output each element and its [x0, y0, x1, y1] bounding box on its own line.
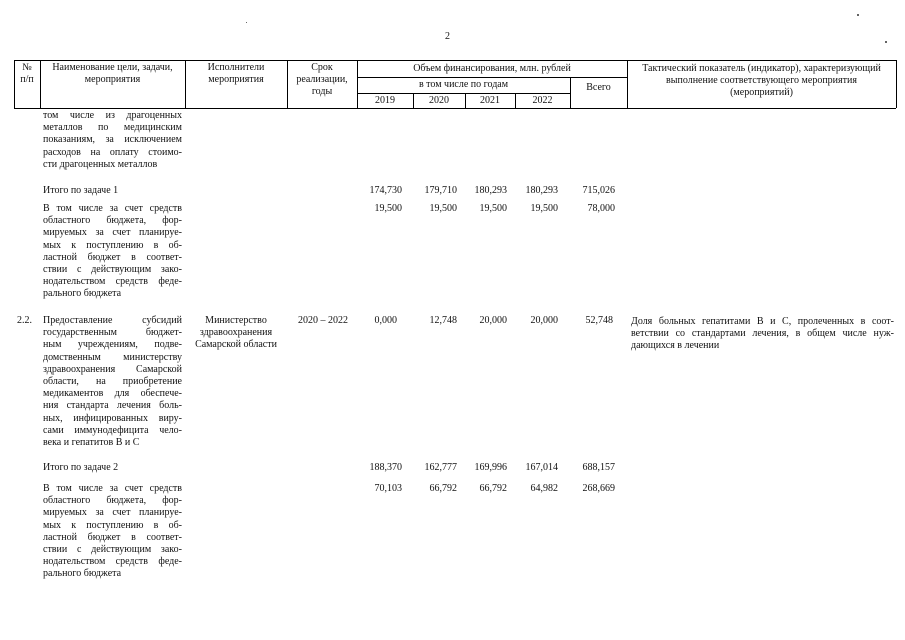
value-total: 78,000: [587, 203, 615, 214]
row-label: Итого по задаче 2: [43, 462, 119, 473]
row-executor: здравоохранения: [199, 327, 273, 338]
row-executor: Самарской области: [195, 339, 277, 350]
value-2022: 167,014: [525, 462, 558, 473]
row-label: В том числе за счет средств областного бюджета, фор- мируемых за счет планируе- мых к поступлению в об- ластной бюджет в соответ- ствии с действующим зако- нодательством средств феде- рального бюджета: [43, 203, 182, 300]
row-label: Итого по задаче 1: [43, 185, 119, 196]
year-2022-header: 2022: [532, 95, 553, 106]
value-2019: 70,103: [374, 483, 402, 494]
scan-speck: [857, 14, 859, 16]
indicator-header: Тактический показатель (индикатор), характеризующий: [642, 63, 881, 74]
value-2022: 19,500: [530, 203, 558, 214]
value-2020: 162,777: [424, 462, 457, 473]
value-total: 268,669: [582, 483, 615, 494]
value-2022: 64,982: [530, 483, 558, 494]
value-2019: 188,370: [369, 462, 402, 473]
year-2020-header: 2020: [429, 95, 449, 106]
row-executor: Министерство: [205, 315, 267, 326]
value-2020: 66,792: [429, 483, 457, 494]
row-term: 2020 – 2022: [298, 315, 348, 326]
row-number: 2.2.: [17, 315, 32, 326]
col-term-header-sub2: годы: [311, 86, 333, 97]
value-2021: 66,792: [479, 483, 507, 494]
by-years-header: в том числе по годам: [418, 79, 509, 90]
finance-header: Объем финансирования, млн. рублей: [413, 63, 571, 74]
indicator-header-sub2: (мероприятий): [730, 87, 793, 98]
value-total: 52,748: [585, 315, 613, 326]
col-term-header: Срок: [311, 62, 333, 73]
value-2019: 19,500: [374, 203, 402, 214]
col-num-header: №: [22, 62, 32, 73]
value-2022: 20,000: [530, 315, 558, 326]
value-2021: 20,000: [479, 315, 507, 326]
indicator-header-sub: выполнение соответствующего мероприятия: [666, 75, 857, 86]
col-executor-header: Исполнители: [207, 62, 265, 73]
value-2020: 179,710: [424, 185, 457, 196]
col-term-header-sub: реализации,: [296, 74, 348, 85]
col-name-header-sub: мероприятия: [84, 74, 141, 85]
value-2022: 180,293: [525, 185, 558, 196]
value-2019: 174,730: [369, 185, 402, 196]
year-2021-header: 2021: [480, 95, 500, 106]
value-total: 715,026: [582, 185, 615, 196]
row-label: Предоставление субсидий государственным бюджет- ным учреждениям, подве- домственным министерству здравоохранения Самарской области, на приобретение медикаментов для обеспече- ния стандарта лечения боль- ных, инфицированных виру- сами иммунодефицита чело- века и гепатитов В и С: [43, 315, 182, 448]
col-name-header: Наименование цели, задачи,: [52, 62, 173, 73]
col-num-header-sub: п/п: [20, 74, 34, 85]
total-header: Всего: [586, 82, 611, 93]
value-2019: 0,000: [374, 315, 397, 326]
value-2021: 180,293: [474, 185, 507, 196]
value-2020: 12,748: [429, 315, 457, 326]
continuation-text: том числе из драгоценных металлов по медицинским показаниям, за исключением расходов на оплату стоимо- сти драгоценных металлов: [43, 110, 182, 170]
value-2020: 19,500: [429, 203, 457, 214]
value-2021: 19,500: [479, 203, 507, 214]
year-2019-header: 2019: [375, 95, 395, 106]
row-indicator: Доля больных гепатитами В и С, пролеченных в соот- ветствии со стандартами лечения, в общем числе нуж- дающихся в лечении: [631, 316, 894, 352]
value-2021: 169,996: [474, 462, 507, 473]
page-number: 2: [445, 31, 450, 42]
row-label: В том числе за счет средств областного бюджета, фор- мируемых за счет планируе- мых к поступлению в об- ластной бюджет в соответ- ствии с действующим зако- нодательством средств феде- рального бюджета: [43, 483, 182, 580]
value-total: 688,157: [582, 462, 615, 473]
scan-speck: [885, 41, 887, 43]
col-executor-header-sub: мероприятия: [208, 74, 264, 85]
scan-speck: [246, 22, 247, 23]
